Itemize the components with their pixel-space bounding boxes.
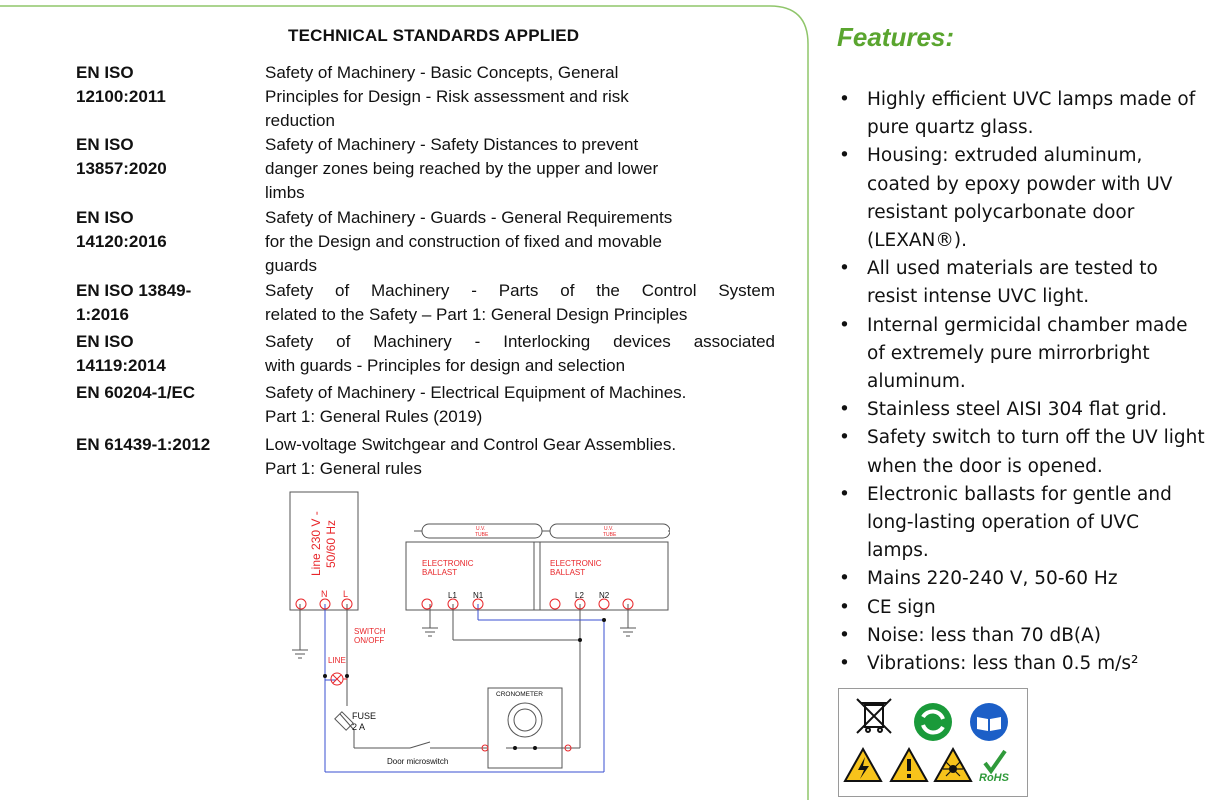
standard-code: EN ISO 14119:2014 [76,332,166,375]
tube-label: U.V. [604,526,614,532]
standard-code: EN ISO 12100:2011 [76,63,166,106]
ballast-label: BALLAST [550,568,586,577]
terminal-n2-label: N2 [599,591,610,600]
fuse-rating-label: 2 A [352,722,366,732]
certification-icons [839,689,1027,796]
weee-crossed-bin-icon [857,699,891,733]
feature-item: • Stainless steel AISI 304 flat grid. [836,396,1206,424]
switch-label: SWITCH [354,627,386,636]
line-voltage-label: Line 230 V - [309,511,323,576]
read-manual-icon [970,703,1008,741]
standards-title: TECHNICAL STANDARDS APPLIED [288,26,580,45]
feature-item: • Electronic ballasts for gentle and long-lasting operation of UVC lamps. [836,481,1206,566]
standard-description: Safety of Machinery - Parts of the Control System related to the Safety – Part 1: General Design Principles [265,281,775,324]
terminal-l2-label: L2 [575,591,584,600]
standard-code: EN 60204-1/EC [76,383,196,402]
standard-code: EN ISO 13849- 1:2016 [76,281,192,324]
wiring-diagram [270,480,670,780]
tube-label: TUBE [603,532,617,538]
feature-item: • Housing: extruded aluminum, coated by epoxy powder with UV resistant polycarbonate door (LEXAN®). [836,142,1206,255]
standard-description: Safety of Machinery - Safety Distances to prevent danger zones being reached by the upper and lower limbs [265,135,659,202]
ballast-label: ELECTRONIC [422,559,474,568]
standard-description: Safety of Machinery - Guards - General Requirements for the Design and construction of fixed and movable guards [265,208,673,275]
terminal-n-label: N [321,589,328,599]
line-frequency-label: 50/60 Hz [324,519,338,568]
standard-description: Low-voltage Switchgear and Control Gear Assemblies. Part 1: General rules [265,435,677,478]
tube-label: U.V. [476,526,486,532]
ballast-label: ELECTRONIC [550,559,602,568]
feature-item: • Internal germicidal chamber made of extremely pure mirrorbright aluminum. [836,312,1206,397]
standard-description: Safety of Machinery - Interlocking devices associated with guards - Principles for design and selection [265,332,775,375]
standard-description: Safety of Machinery - Electrical Equipment of Machines. Part 1: General Rules (2019) [265,383,687,426]
certification-icons-panel [838,688,1028,797]
feature-item: • All used materials are tested to resist intense UVC light. [836,255,1206,311]
door-microswitch-label: Door microswitch [387,757,449,766]
fuse-label: FUSE [352,711,377,721]
terminal-n1-label: N1 [473,591,484,600]
standard-code: EN ISO 14120:2016 [76,208,167,251]
standard-code: EN 61439-1:2012 [76,435,211,454]
switch-state-label: ON/OFF [354,636,385,645]
rohs-icon [979,751,1010,784]
feature-item: • Safety switch to turn off the UV light when the door is opened. [836,424,1206,480]
standard-code: EN ISO 13857:2020 [76,135,167,178]
recycling-icon [914,703,952,741]
rohs-text: RoHS [979,772,1009,784]
standard-description: Safety of Machinery - Basic Concepts, General Principles for Design - Risk assessment and risk reduction [265,63,629,130]
feature-item: • CE sign [836,594,1206,622]
laser-radiation-icon [935,749,971,781]
ballast-label: BALLAST [422,568,458,577]
feature-item: • Noise: less than 70 dB(A) [836,622,1206,650]
cronometer-label: CRONOMETER [496,691,543,698]
electrical-hazard-icon [845,749,881,781]
features-list [836,86,1206,678]
general-warning-icon [891,749,927,781]
features-title: Features: [837,22,955,52]
terminal-l-label: L [343,589,349,599]
tube-label: TUBE [475,532,489,538]
feature-item: • Vibrations: less than 0.5 m/s² [836,650,1206,678]
feature-item: • Highly efficient UVC lamps made of pure quartz glass. [836,86,1206,142]
feature-item: • Mains 220-240 V, 50-60 Hz [836,565,1206,593]
terminal-l1-label: L1 [448,591,457,600]
line-indicator-label: LINE [328,656,346,665]
